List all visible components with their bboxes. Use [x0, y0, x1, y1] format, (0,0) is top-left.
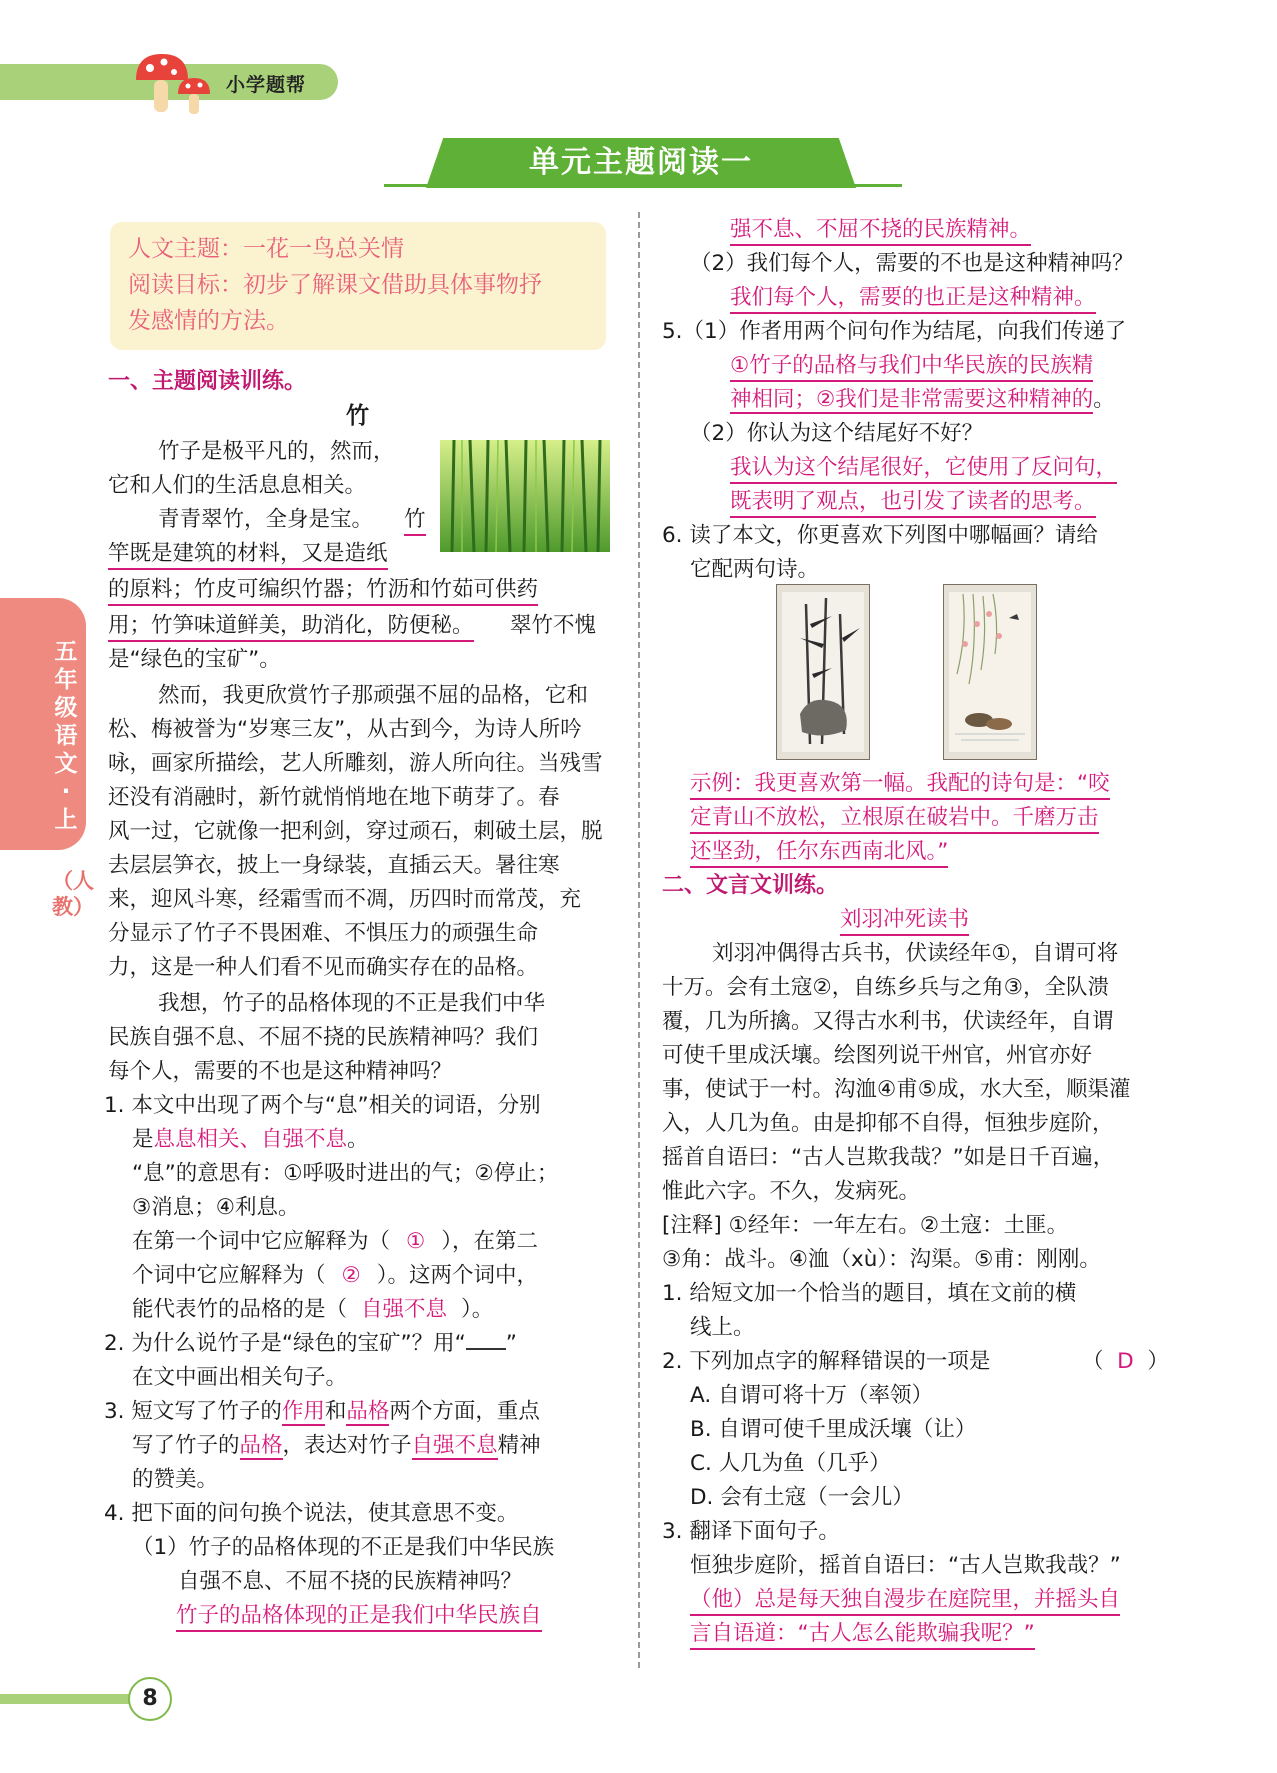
article-line: 还没有消融时，新竹就悄悄地在地下萌芽了。春	[108, 785, 560, 810]
option-d: D. 会有土寇（一会儿）	[690, 1485, 914, 1510]
article-line: 它和人们的生活息息相关。	[108, 473, 367, 498]
answer: 品格	[346, 1399, 390, 1424]
answer: ①竹子的品格与我们中华民族的民族精	[730, 352, 1093, 382]
question-6-line: 它配两句诗。	[690, 557, 820, 582]
article-line-underlined: 竿既是建筑的材料，又是造纸	[108, 540, 388, 570]
option-a: A. 自谓可将十万（率领）	[690, 1383, 933, 1408]
article-line: 松、梅被誉为“岁寒三友”，从古到今，为诗人所吟	[108, 717, 582, 742]
classic-text-line: 刘羽冲偶得古兵书，伏读经年①，自谓可将	[712, 941, 1119, 966]
article-line: 风一过，它就像一把利剑，穿过顽石，刺破土层，脱	[108, 819, 603, 844]
section-title-1: 一、主题阅读训练。	[108, 369, 307, 394]
question-1-line: “息”的意思有：①呼吸时进出的气；②停止；	[132, 1161, 559, 1186]
column-divider	[638, 212, 640, 1668]
answer: 既表明了观点，也引发了读者的思考。	[730, 488, 1096, 518]
section-title-2: 二、文言文训练。	[662, 873, 839, 898]
answer: 示例：我更喜欢第一幅。我配的诗句是：“咬	[690, 770, 1110, 800]
article-line: 去层层笋衣，披上一身绿装，直插云天。暑往寒	[108, 853, 560, 878]
classic-question-2: 2. 下列加点字的解释错误的一项是	[662, 1349, 991, 1374]
goal-line: 阅读目标：初步了解课文借助具体事物抒	[128, 272, 542, 298]
mushroom-logo-icon	[128, 48, 224, 118]
goal-line-cont: 发感情的方法。	[128, 308, 289, 334]
question-1-line: 在第一个词中它应解释为（ ① ），在第二	[132, 1229, 539, 1254]
question-4-sub: 自强不息、不屈不挠的民族精神吗？	[178, 1569, 523, 1594]
article-line: 然而，我更欣赏竹子那顽强不屈的品格，它和	[158, 683, 589, 708]
question-4: 4. 把下面的问句换个说法，使其意思不变。	[104, 1501, 519, 1526]
article-line: 是“绿色的宝矿”。	[108, 647, 281, 672]
article-line: 青青翠竹，全身是宝。	[158, 507, 374, 532]
theme-box	[110, 222, 606, 350]
translate-sentence: 恒独步庭阶，摇首自语曰：“古人岂欺我哉？”	[690, 1553, 1121, 1578]
answer: 神相同；②我们是非常需要这种精神的	[730, 387, 1094, 412]
ducks-willow-painting-image	[943, 584, 1037, 760]
brand-name: 小学题帮	[226, 74, 307, 96]
article-line-underlined: 的原料；竹皮可编织竹器；竹沥和竹茹可供药	[108, 576, 538, 606]
question-2-line: 在文中画出相关句子。	[132, 1365, 348, 1390]
answer: ①	[406, 1229, 426, 1254]
classic-question-1: 1. 给短文加一个恰当的题目，填在文前的横	[662, 1281, 1077, 1306]
question-3: 3. 短文写了竹子的作用和品格两个方面，重点	[104, 1399, 540, 1424]
question-1-line: 是息息相关、自强不息。	[132, 1127, 369, 1152]
classic-text-line: 惟此六字。不久，发病死。	[662, 1179, 921, 1204]
article-line: 咏，画家所描绘，艺人所雕刻，游人所向往。当残雪	[108, 751, 603, 776]
article-line: 分显示了竹子不畏困难、不惧压力的顽强生命	[108, 921, 539, 946]
answer: 强不息、不屈不挠的民族精神。	[730, 216, 1031, 246]
article-line: 每个人，需要的不也是这种精神吗？	[108, 1059, 453, 1084]
answer: ②	[341, 1263, 361, 1288]
answer: 言自语道：“古人怎么能欺骗我呢？”	[690, 1620, 1035, 1650]
answer: 品格	[239, 1433, 283, 1458]
question-3-line: 的赞美。	[132, 1467, 219, 1492]
question-1-line: 个词中它应解释为（ ② ）。这两个词中，	[132, 1263, 539, 1288]
article-line: 我想，竹子的品格体现的不正是我们中华	[158, 991, 546, 1016]
article-line: 民族自强不息、不屈不挠的民族精神吗？我们	[108, 1025, 539, 1050]
answer: 作用	[281, 1399, 325, 1424]
answer: 自强不息	[411, 1433, 498, 1458]
answer: 还坚劲，任尔东西南北风。”	[690, 838, 948, 868]
article-line: 力，这是一种人们看不见而确实存在的品格。	[108, 955, 539, 980]
answer: 我们每个人，需要的也正是这种精神。	[730, 284, 1096, 314]
grade-label: 五年级语文·上	[54, 639, 78, 833]
question-6: 6. 读了本文，你更喜欢下列图中哪幅画？请给	[662, 523, 1098, 548]
answer: （他）总是每天独自漫步在庭院里，并摇头自	[690, 1586, 1120, 1616]
article-line: 翠竹不愧	[510, 613, 597, 638]
article-line-underlined: 竹	[404, 506, 426, 536]
unit-title: 单元主题阅读一	[529, 145, 753, 180]
question-2: 2. 为什么说竹子是“绿色的宝矿”？用“ ”	[104, 1331, 517, 1356]
question-3-line: 写了竹子的品格，表达对竹子自强不息精神	[132, 1433, 541, 1458]
question-4-sub: （1）竹子的品格体现的不正是我们中华民族	[132, 1535, 555, 1560]
option-c: C. 人几为鱼（几乎）	[690, 1451, 891, 1476]
page-number: 8	[128, 1677, 172, 1721]
question-1-line: ③消息；④利息。	[132, 1195, 300, 1220]
classic-text-line: 覆，几为所擒。又得古水利书，伏读经年，自谓	[662, 1009, 1114, 1034]
answer: 定青山不放松，立根原在破岩中。千磨万击	[690, 804, 1099, 834]
answer: 我认为这个结尾很好，它使用了反问句，	[730, 454, 1117, 484]
classic-text-line: 摇首自语曰：“古人岂欺我哉？”如是日千百遍，	[662, 1145, 1115, 1170]
annotation-line: [注释] ①经年：一年左右。②土寇：土匪。	[662, 1213, 1069, 1238]
bamboo-rock-painting-image	[776, 584, 870, 760]
question-4-sub: （2）我们每个人，需要的不也是这种精神吗？	[690, 251, 1134, 276]
annotation-line: ③角：战斗。④洫（xù）：沟渠。⑤甫：刚刚。	[662, 1247, 1101, 1272]
theme-line: 人文主题：一花一鸟总关情	[128, 236, 404, 262]
classic-text-line: 入，人几为鱼。由是抑郁不自得，恒独步庭阶，	[662, 1111, 1114, 1136]
article-line-underlined: 用；竹笋味道鲜美，助消化，防便秘。	[108, 612, 474, 642]
answer-paren: （ D ）	[1082, 1349, 1169, 1374]
classic-text-line: 十万。会有土寇②，自练乡兵与之角③，全队溃	[662, 975, 1110, 1000]
answer: 竹子的品格体现的正是我们中华民族自	[176, 1602, 542, 1632]
article-line: 来，迎风斗寒，经霜雪而不凋，历四时而常茂，充	[108, 887, 582, 912]
edition-label: （人教）	[52, 869, 94, 919]
question-5-sub: （2）你认为这个结尾好不好？	[690, 421, 984, 446]
option-b: B. 自谓可使千里成沃壤（让）	[690, 1417, 977, 1442]
answer-line: 神相同；②我们是非常需要这种精神的。	[730, 387, 1115, 412]
answer: 息息相关、自强不息	[153, 1127, 348, 1152]
answer: 自强不息	[361, 1297, 448, 1322]
answer: D	[1117, 1349, 1134, 1374]
classic-title-answer: 刘羽冲死读书	[840, 906, 969, 936]
article-title: 竹	[346, 403, 369, 429]
classic-question-1-line: 线上。	[690, 1315, 755, 1340]
question-1: 1. 本文中出现了两个与“息”相关的词语，分别	[104, 1093, 541, 1118]
classic-question-3: 3. 翻译下面句子。	[662, 1519, 840, 1544]
question-1-line: 能代表竹的品格的是（ 自强不息 ）。	[132, 1297, 494, 1322]
classic-text-line: 事，使试于一村。沟洫④甫⑤成，水大至，顺渠灌	[662, 1077, 1131, 1102]
article-line: 竹子是极平凡的，然而，	[158, 439, 395, 464]
bamboo-forest-image	[440, 440, 610, 552]
classic-text-line: 可使千里成沃壤。绘图列说干州官，州官亦好	[662, 1043, 1093, 1068]
question-5: 5.（1）作者用两个问句作为结尾，向我们传递了	[662, 319, 1127, 344]
